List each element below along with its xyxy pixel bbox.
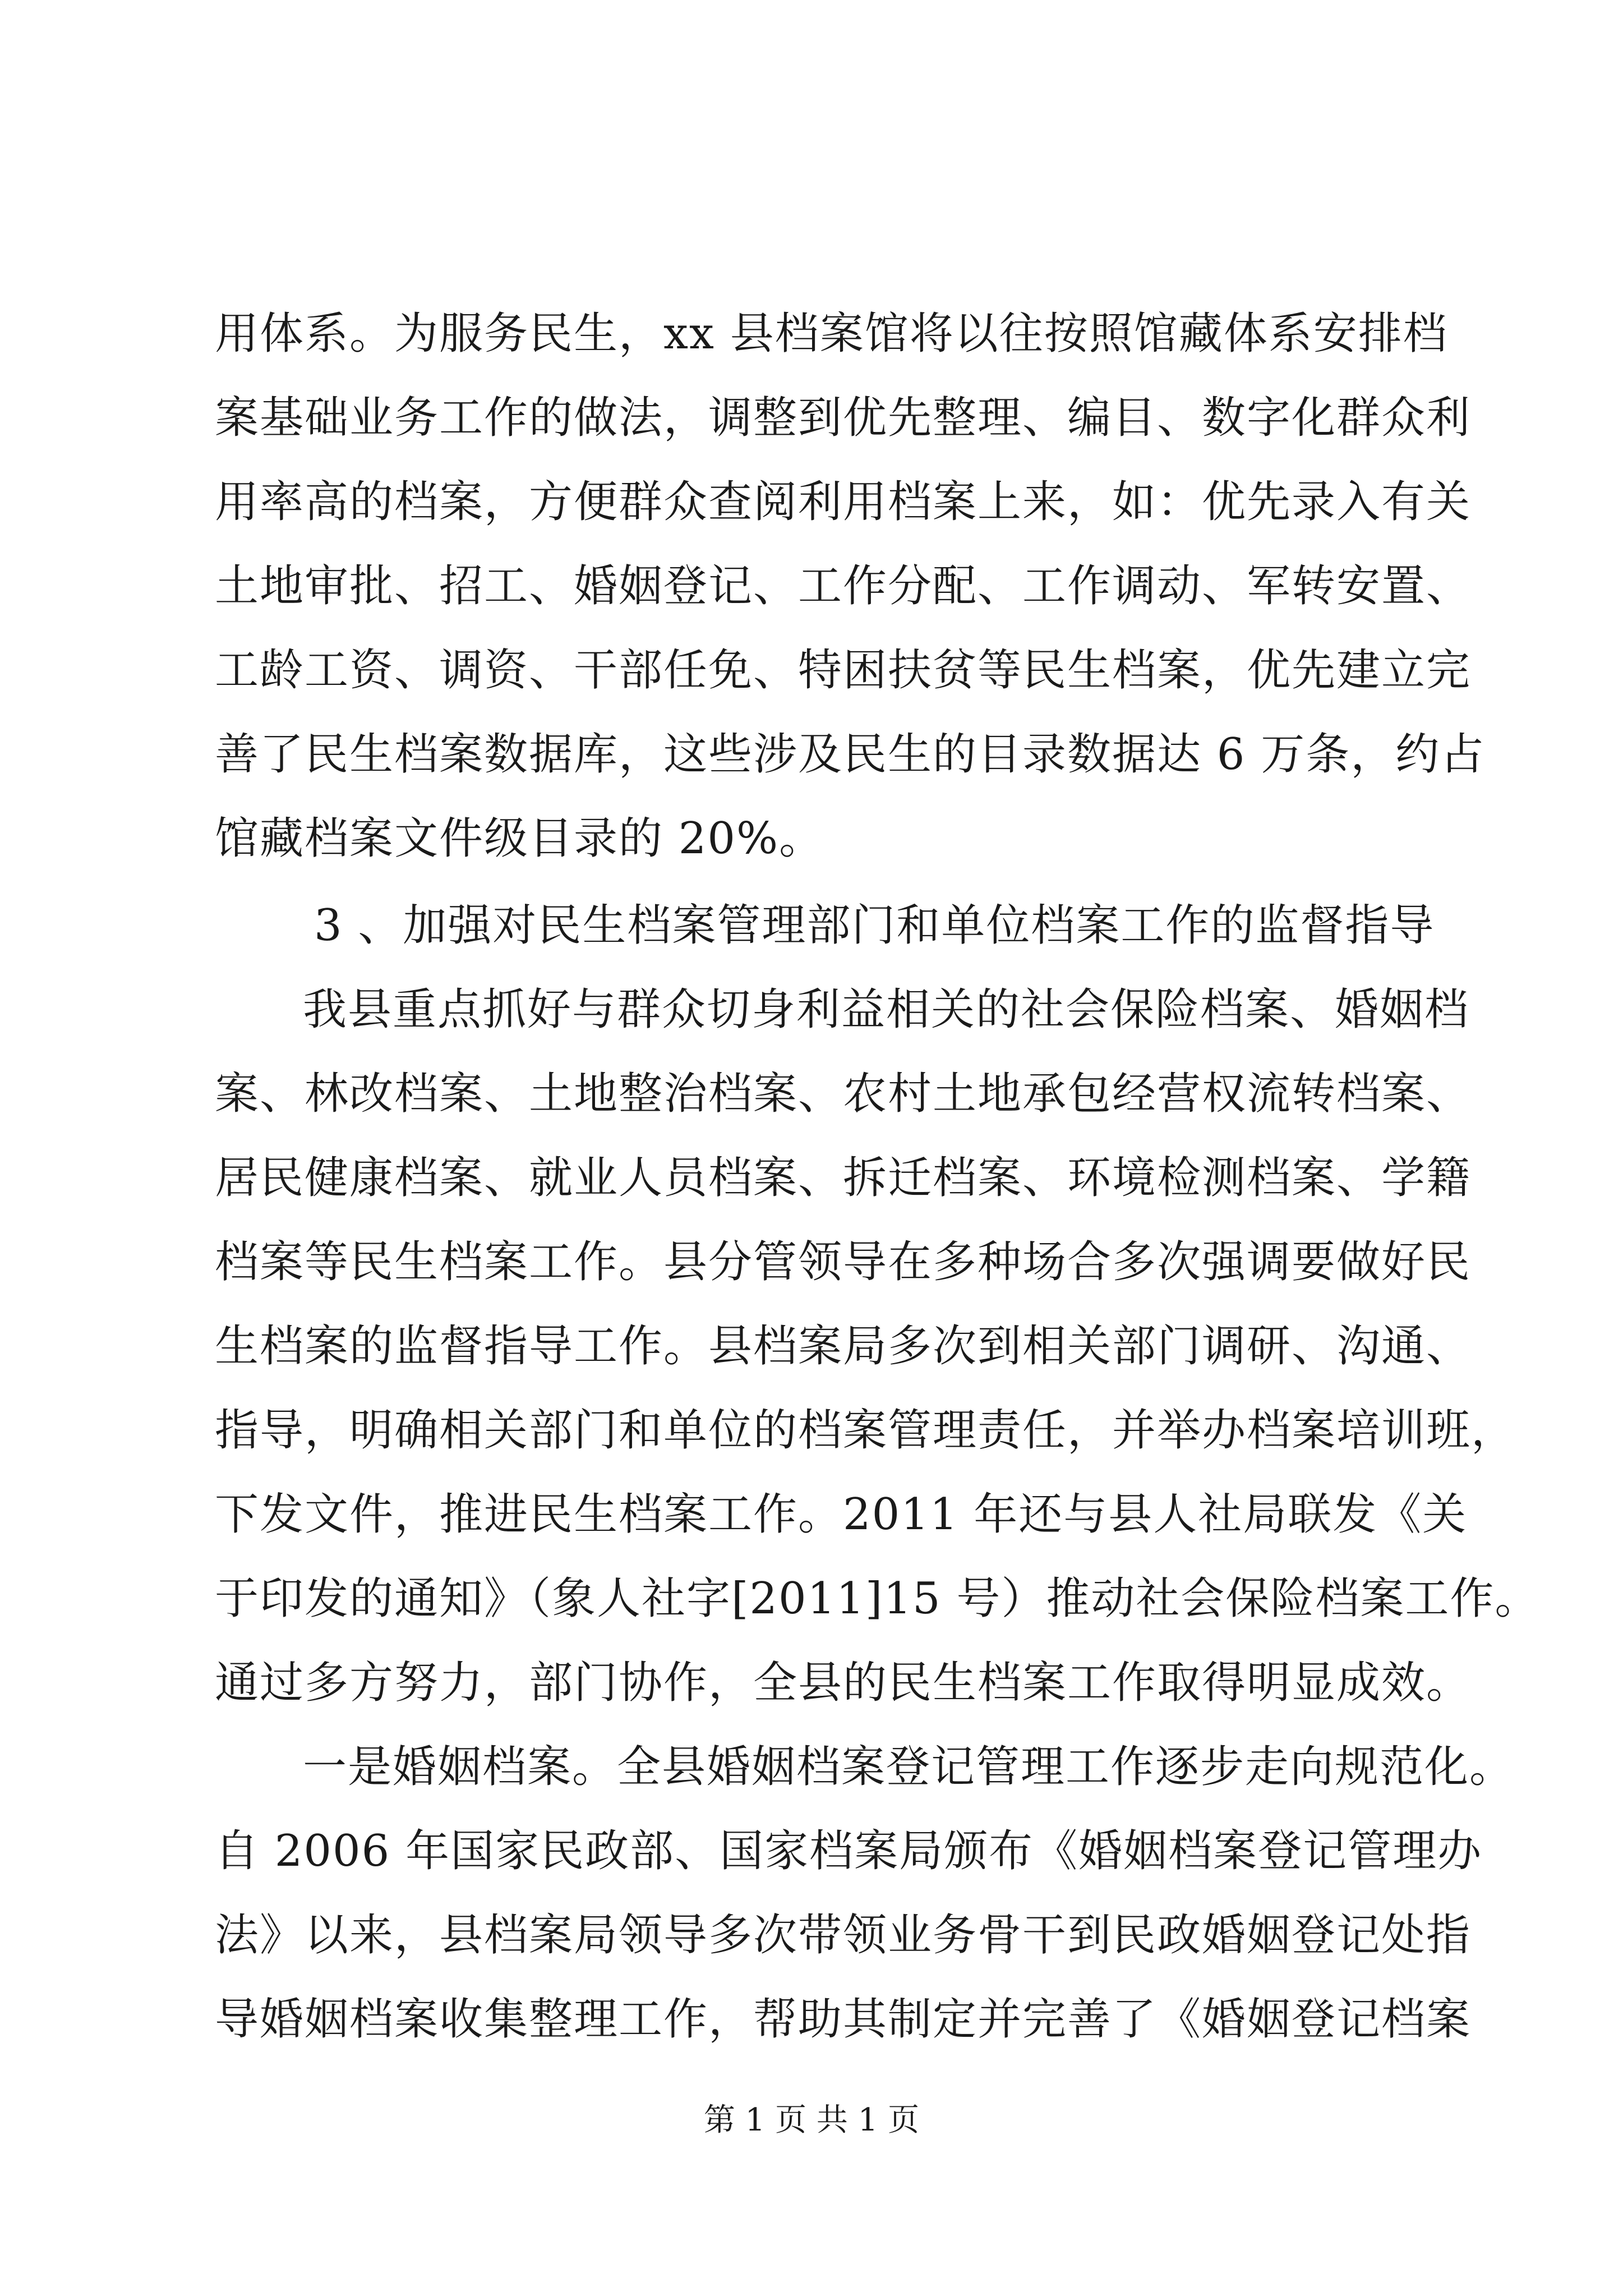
text-line: 法》以来，县档案局领导多次带领业务骨干到民政婚姻登记处指 xyxy=(215,1910,1472,1961)
paragraph-first-line: 一是婚姻档案。全县婚姻档案登记管理工作逐步走向规范化。 xyxy=(303,1742,1515,1792)
section-heading: 3 、加强对民生档案管理部门和单位档案工作的监督指导 xyxy=(314,900,1435,951)
text-line: 自 2006 年国家民政部、国家档案局颁布《婚姻档案登记管理办 xyxy=(215,1826,1483,1876)
text-line: 居民健康档案、就业人员档案、拆迁档案、环境检测档案、学籍 xyxy=(215,1153,1472,1203)
page-number-footer: 第 1 页 共 1 页 xyxy=(703,2102,920,2138)
text-line: 导婚姻档案收集整理工作，帮助其制定并完善了《婚姻登记档案 xyxy=(215,1994,1472,2045)
text-line: 案、林改档案、土地整治档案、农村土地承包经营权流转档案、 xyxy=(215,1069,1472,1119)
text-line: 馆藏档案文件级目录的 20%。 xyxy=(215,813,824,864)
text-line: 工龄工资、调资、干部任免、特困扶贫等民生档案，优先建立完 xyxy=(215,645,1472,696)
text-line: 案基础业务工作的做法，调整到优先整理、编目、数字化群众利 xyxy=(215,393,1472,443)
text-line: 用率高的档案，方便群众查阅利用档案上来，如：优先录入有关 xyxy=(215,477,1472,527)
text-line: 通过多方努力，部门协作，全县的民生档案工作取得明显成效。 xyxy=(215,1658,1472,1708)
text-line: 土地审批、招工、婚姻登记、工作分配、工作调动、军转安置、 xyxy=(215,561,1472,611)
text-line: 档案等民生档案工作。县分管领导在多种场合多次强调要做好民 xyxy=(215,1237,1472,1287)
text-line: 生档案的监督指导工作。县档案局多次到相关部门调研、沟通、 xyxy=(215,1321,1472,1372)
text-line: 下发文件，推进民生档案工作。2011 年还与县人社局联发《关 xyxy=(215,1489,1468,1540)
paragraph-first-line: 我县重点抓好与群众切身利益相关的社会保险档案、婚姻档 xyxy=(303,984,1470,1035)
text-line: 于印发的通知》（象人社字[2011]15 号）推动社会保险档案工作。 xyxy=(215,1573,1540,1624)
text-line: 指导，明确相关部门和单位的档案管理责任，并举办档案培训班， xyxy=(215,1405,1516,1456)
text-line: 用体系。为服务民生，xx 县档案馆将以往按照馆藏体系安排档 xyxy=(215,309,1448,359)
text-line: 善了民生档案数据库，这些涉及民生的目录数据达 6 万条，约占 xyxy=(215,729,1486,780)
